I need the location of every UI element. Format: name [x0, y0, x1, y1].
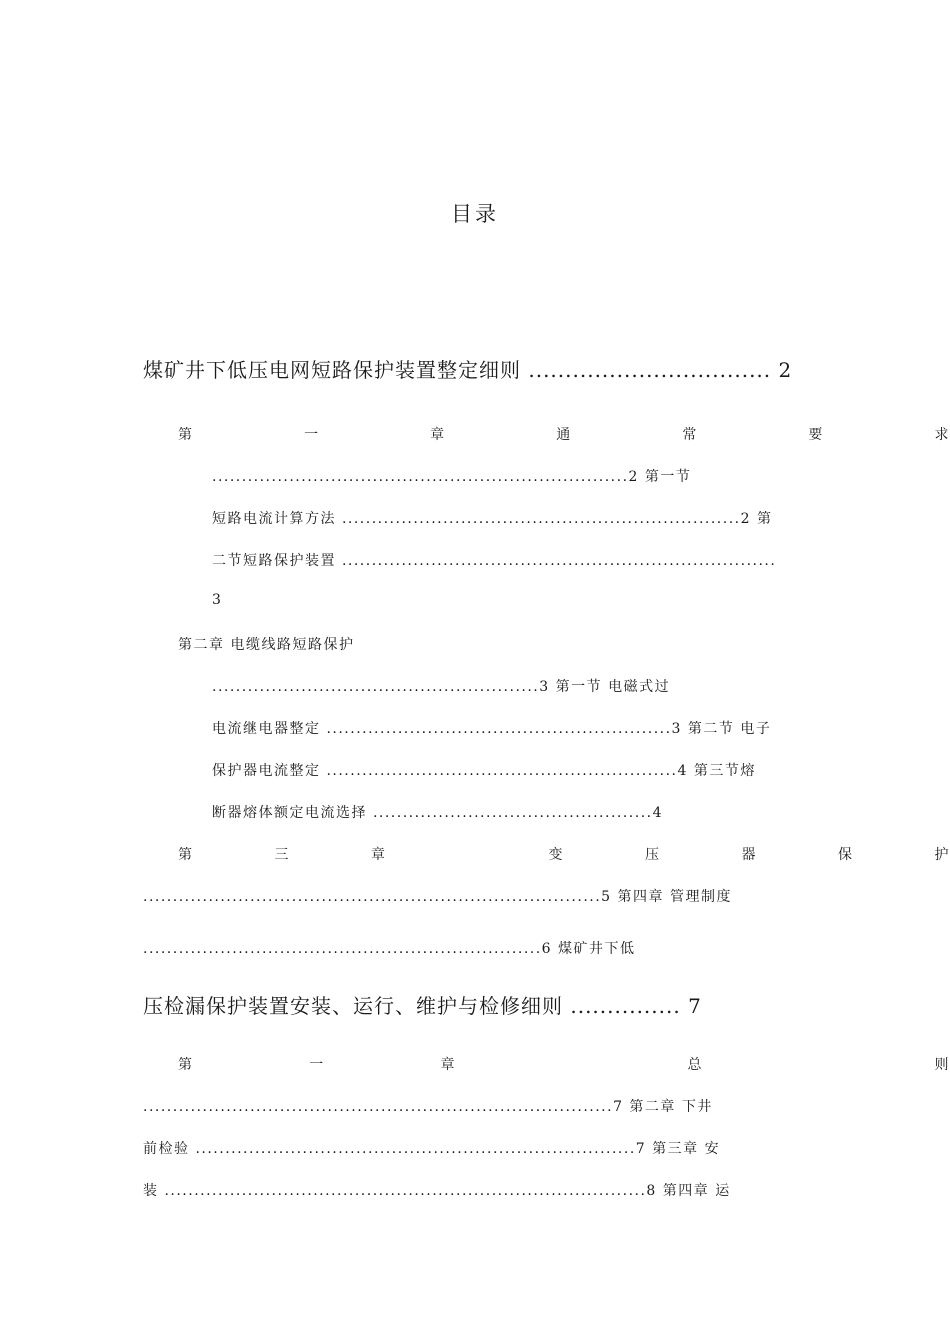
toc-char: 一	[309, 1057, 325, 1073]
toc-char: 章	[371, 847, 387, 863]
toc-char: 保	[838, 847, 854, 863]
toc-char: 一	[304, 427, 320, 443]
toc-entry-main-2[interactable]: 压检漏保护装置安装、运行、维护与检修细则 ............... 7	[143, 994, 702, 1018]
toc-entry-line[interactable]: 装 .................................................................................8 第四章 运	[143, 1183, 731, 1199]
toc-char: 第	[178, 427, 194, 443]
toc-entry-line[interactable]: 前检验 ..........................................................................7 第三章 安	[143, 1141, 721, 1157]
toc-entry-line[interactable]: 短路电流计算方法 ...................................................................2 第	[212, 511, 773, 527]
toc-entry-line[interactable]: 断器熔体额定电流选择 ...............................................4	[212, 805, 664, 821]
toc-entry-chapter-3[interactable]	[178, 844, 950, 864]
toc-entry-line[interactable]: ...................................................................6 煤矿井下低	[143, 941, 636, 957]
toc-entry-main-1[interactable]: 煤矿井下低压电网短路保护装置整定细则 ................................. 2	[143, 358, 793, 382]
page-title: 目录	[451, 202, 499, 226]
toc-char: 求	[934, 427, 950, 443]
toc-entry-line[interactable]: ......................................................................2 第一节	[212, 469, 692, 485]
toc-char: 第	[178, 847, 194, 863]
toc-entry-line[interactable]: 保护器电流整定 ...........................................................4 第三节熔	[212, 763, 756, 779]
toc-entry-line[interactable]: 二节短路保护装置 .........................................................................	[212, 553, 777, 569]
toc-char: 三	[274, 847, 290, 863]
toc-char: 变	[548, 847, 564, 863]
toc-char: 常	[682, 427, 698, 443]
toc-char: 通	[556, 427, 572, 443]
toc-char: 总	[687, 1057, 703, 1073]
toc-char: 章	[430, 427, 446, 443]
toc-entry-chapter-1b[interactable]	[178, 1054, 950, 1074]
toc-char: 第	[178, 1057, 194, 1073]
toc-entry-line[interactable]: .............................................................................5 第四章 管理制度	[143, 889, 732, 905]
toc-char: 器	[741, 847, 757, 863]
toc-entry-chapter-1[interactable]	[178, 424, 950, 444]
toc-char: 压	[645, 847, 661, 863]
toc-char: 护	[934, 847, 950, 863]
toc-entry-line[interactable]: .......................................................3 第一节 电磁式过	[212, 679, 671, 695]
toc-char: 则	[934, 1057, 950, 1073]
toc-entry-line[interactable]: 电流继电器整定 ..........................................................3 第二节 电子	[212, 721, 772, 737]
toc-entry-line[interactable]: ...............................................................................7 第二章 下井	[143, 1099, 713, 1115]
toc-entry-line[interactable]: 3	[212, 592, 223, 608]
toc-entry-chapter-2[interactable]: 第二章 电缆线路短路保护	[178, 637, 355, 653]
toc-char: 章	[440, 1057, 456, 1073]
toc-char: 要	[808, 427, 824, 443]
